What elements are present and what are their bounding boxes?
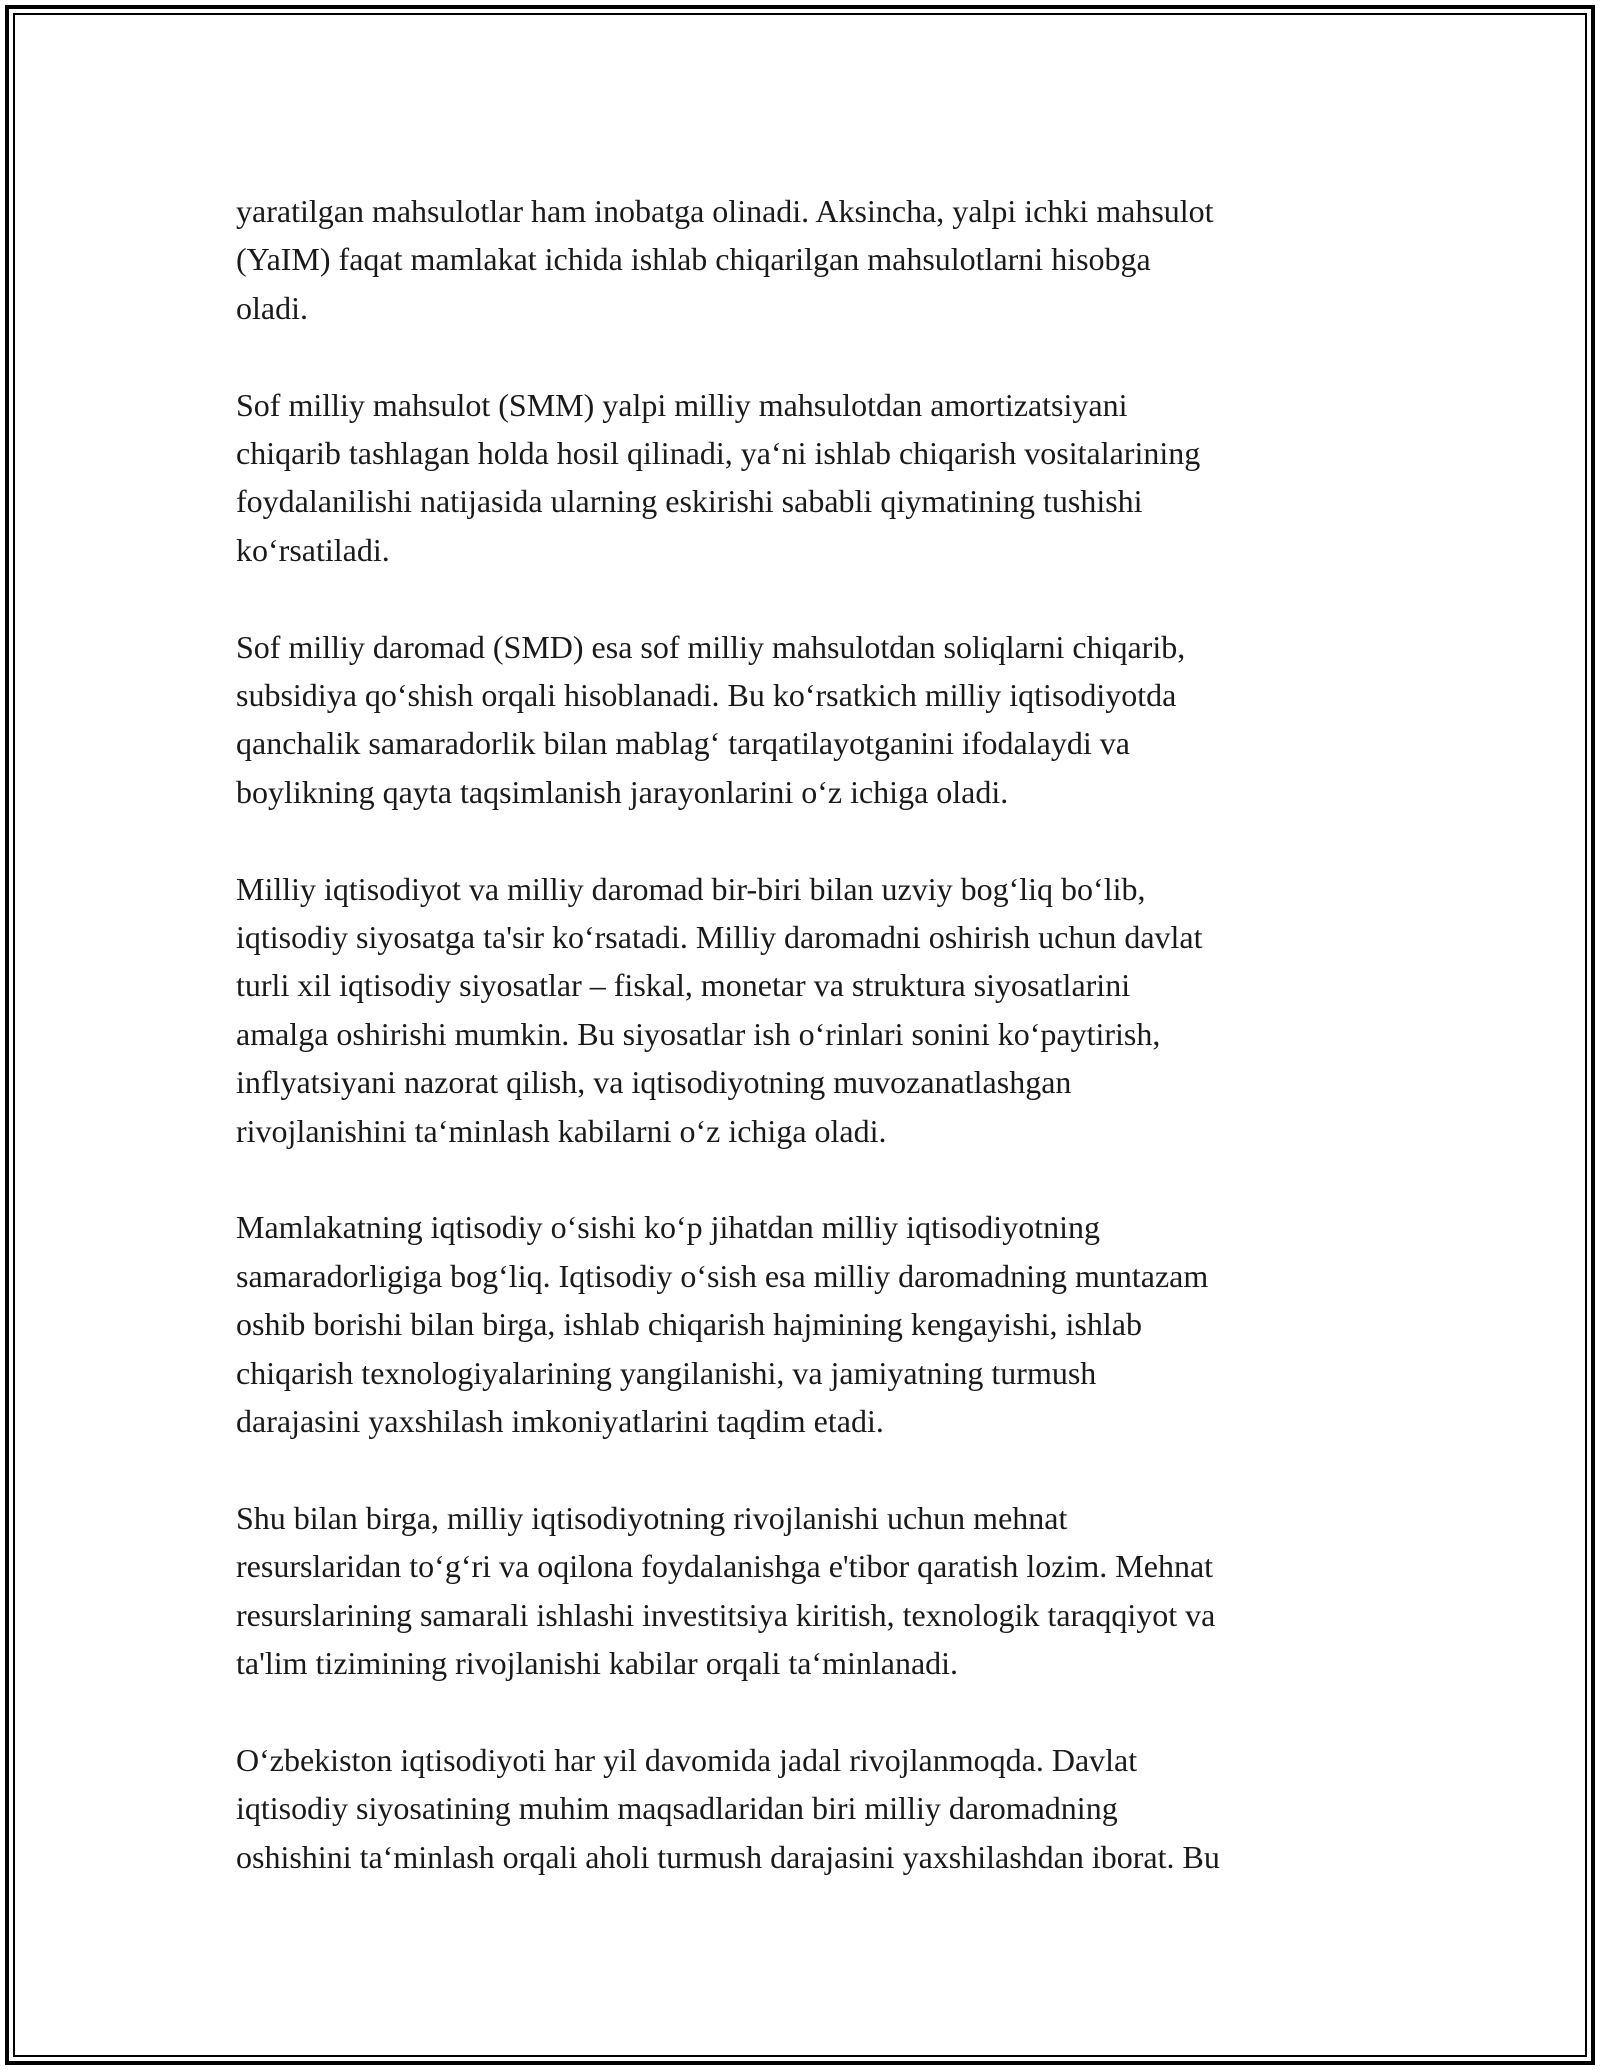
paragraph-labor-resources: Shu bilan birga, milliy iqtisodiyotning rivojlanishi uchun mehnat resurslaridan toʻgʻri va oqilona foydalanishga e'tibor qaratish lozim. Mehnat resurslarining samarali ishlashi investitsiya kiritish, texnologik taraqqiyot va ta'lim tizimining rivojlanishi kabilar orqali taʻminlanadi. [236, 1499, 1216, 1682]
paragraph-net-national-product: Sof milliy mahsulot (SMM) yalpi milliy mahsulotdan amortizatsiyani chiqarib tashlagan holda hosil qilinadi, yaʻni ishlab chiqarish vositalarining foydalanilishi natijasida ularning eskirishi sababli qiymatining tushishi koʻrsatiladi. [236, 386, 1201, 568]
paragraph-net-national-income: Sof milliy daromad (SMD) esa sof milliy mahsulotdan soliqlarni chiqarib, subsidiya qoʻshish orqali hisoblanadi. Bu koʻrsatkich milliy iqtisodiyotda qanchalik samaradorlik bilan mablagʻ tarqatilayotganini ifodalaydi va boylikning qayta taqsimlanish jarayonlarini oʻz ichiga oladi. [236, 628, 1186, 810]
paragraph-uzbekistan-economy: Oʻzbekiston iqtisodiyoti har yil davomida jadal rivojlanmoqda. Davlat iqtisodiy siyosatining muhim maqsadlaridan biri milliy daromadning oshishini taʻminlash orqali aholi turmush darajasini yaxshilashdan iborat. Bu [236, 1741, 1220, 1875]
paragraph-gdp-definition: yaratilgan mahsulotlar ham inobatga olinadi. Aksincha, yalpi ichki mahsulot (YaIM) faqat mamlakat ichida ishlab chiqarilgan mahsulotlarni hisobga oladi. [236, 193, 1214, 326]
paragraph-economic-policy: Milliy iqtisodiyot va milliy daromad bir-biri bilan uzviy bogʻliq boʻlib, iqtisodiy siyosatga ta'sir koʻrsatadi. Milliy daromadni oshirish uchun davlat turli xil iqtisodiy siyosatlar – fiskal, monetar va struktura siyosatlarini amalga oshirishi mumkin. Bu siyosatlar ish oʻrinlari sonini koʻpaytirish, inflyatsiyani nazorat qilish, va iqtisodiyotning muvozanatlashgan rivojlanishini taʻminlash kabilarni oʻz ichiga oladi. [236, 870, 1203, 1149]
document-body [236, 187, 1371, 1881]
paragraph-economic-growth: Mamlakatning iqtisodiy oʻsishi koʻp jihatdan milliy iqtisodiyotning samaradorligiga bogʻliq. Iqtisodiy oʻsish esa milliy daromadning muntazam oshib borishi bilan birga, ishlab chiqarish hajmining kengayishi, ishlab chiqarish texnologiyalarining yangilanishi, va jamiyatning turmush darajasini yaxshilash imkoniyatlarini taqdim etadi. [236, 1209, 1209, 1440]
